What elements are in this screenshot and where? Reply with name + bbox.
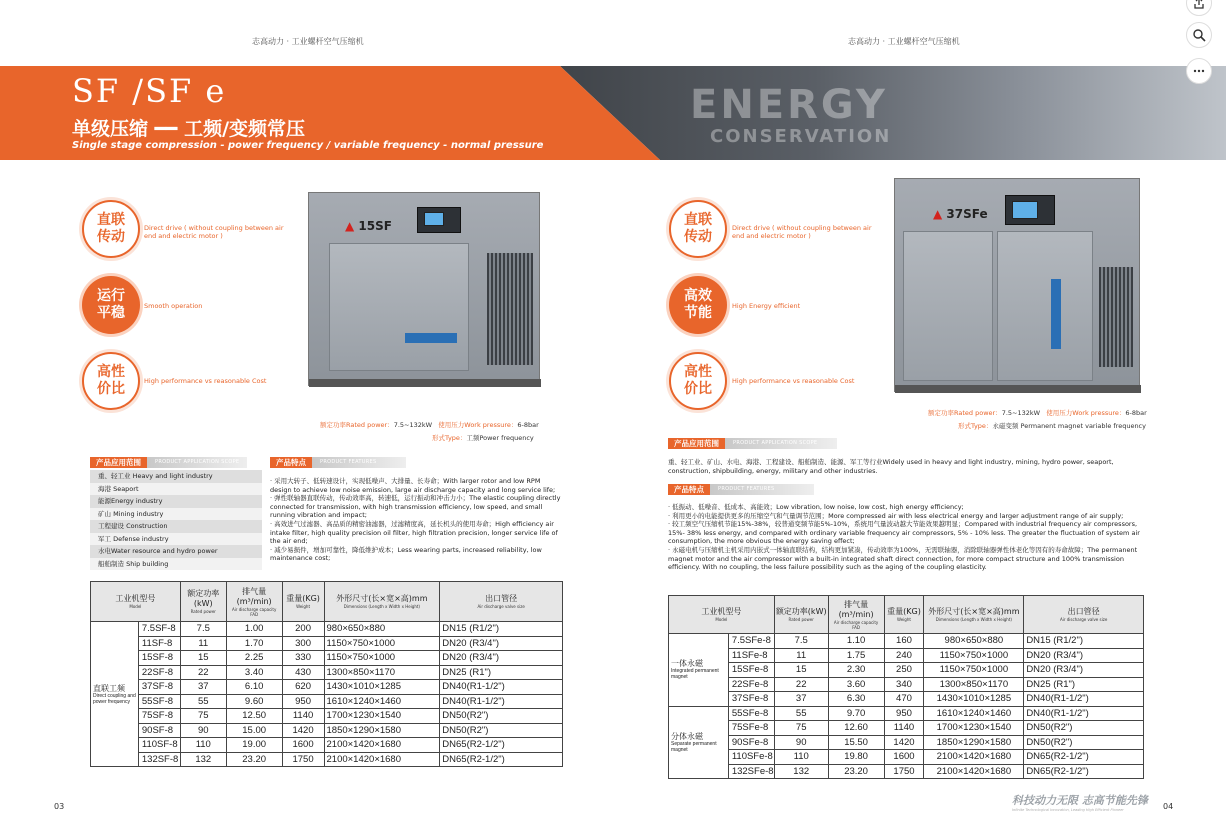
feature-circle-cost: 高性 价比	[669, 352, 727, 410]
section-header-features: 产品特点 PRODUCT FEATURES	[270, 457, 406, 468]
application-text: 重、轻工业、矿山、水电、海港、工程建设、船舶制造、能源、军工等行业Widely used in heavy and light industry, mining, hydro power, seaport, construction, shipbuilding, energy, military and other industries.	[668, 458, 1114, 475]
table-row: 15SFe-8 15 2.30 250 1150×750×1000 DN20 (R3/4")	[669, 663, 1144, 678]
left-page-caption: 志高动力 · 工业螺杆空气压缩机	[252, 37, 364, 46]
table-row: 一体永磁 Integrated permanent magnet 7.5SFe-8 7.5 1.10 160 980×650×880 DN15 (R1/2")	[669, 634, 1144, 649]
share-icon[interactable]	[1186, 0, 1212, 16]
feature-circle-direct-drive: 直联 传动	[669, 200, 727, 258]
compressor-image-15sf	[308, 192, 540, 386]
list-item: 矿山 Mining industry	[90, 508, 262, 521]
table-row: 37SF-8 37 6.10 620 1430×1010×1285 DN40(R1-1/2")	[91, 680, 563, 695]
feature-circle-cost: 高性 价比	[82, 352, 140, 410]
table-row: 132SFe-8 132 23.20 1750 2100×1420×1680 DN65(R2-1/2")	[669, 764, 1144, 779]
group-cell: 直联工频 Direct coupling and power frequency	[91, 622, 139, 767]
section-header-applications: 产品应用范围 PRODUCT APPLICATION SCOPE	[90, 457, 247, 468]
feature-text: Direct drive ( without coupling between air end and electric motor )	[144, 224, 284, 240]
list-item: 水电Water resource and hydro power	[90, 545, 262, 558]
feature-circle-smooth: 运行 平稳	[82, 276, 140, 334]
list-item: 海港 Seaport	[90, 483, 262, 496]
section-header-features: 产品特点 PRODUCT FEATURES	[668, 484, 814, 495]
spec-table-sf	[90, 581, 563, 767]
table-row: 110SF-8 110 19.00 1600 2100×1420×1680 DN65(R2-1/2")	[91, 738, 563, 753]
spec-line-power: 额定功率Rated power：7.5~132kW 使用压力Work pressure：6-8bar	[320, 421, 539, 429]
feature-circle-direct-drive: 直联 传动	[82, 200, 140, 258]
feature-text: Direct drive ( without coupling between air end and electric motor )	[732, 224, 872, 240]
table-row: 直联工频 Direct coupling and power frequency 7.5SF-8 7.5 1.00 200 980×650×880 DN15 (R1/2")	[91, 622, 563, 637]
machine-model-badge: ▲ 37SFe	[933, 207, 988, 221]
slogan-subtitle: Infinite Technological Innovation, Leading High Efficient Pioneer	[1012, 808, 1124, 812]
application-list	[90, 470, 262, 570]
column-header: 排气量(m³/min) Air discharge capacity FAD	[828, 596, 884, 634]
machine-model-badge: ▲ 15SF	[345, 219, 392, 233]
table-row: 11SFe-8 11 1.75 240 1150×750×1000 DN20 (R3/4")	[669, 648, 1144, 663]
table-row: 11SF-8 11 1.70 300 1150×750×1000 DN20 (R3/4")	[91, 636, 563, 651]
spec-line-type: 形式Type：工频Power frequency	[432, 434, 534, 442]
page-number-left: 03	[54, 802, 65, 811]
spec-table-sfe	[668, 595, 1144, 779]
feature-text: Smooth operation	[144, 302, 203, 310]
column-header: 重量(KG) Weight	[282, 582, 324, 622]
table-row: 132SF-8 132 23.20 1750 2100×1420×1680 DN65(R2-1/2")	[91, 752, 563, 767]
spec-line-power: 额定功率Rated power：7.5~132kW 使用压力Work pressure：6-8bar	[928, 409, 1147, 417]
table-row: 75SF-8 75 12.50 1140 1700×1230×1540 DN50(R2")	[91, 709, 563, 724]
column-header: 外形尺寸(长×宽×高)mm Dimensions (Length x Width x Height)	[924, 596, 1024, 634]
slogan: 科技动力无限 志高节能先锋	[1012, 794, 1148, 807]
group-cell: 分体永磁 Separate permanent magnet	[669, 706, 729, 779]
section-header-applications: 产品应用范围 PRODUCT APPLICATION SCOPE	[668, 438, 837, 449]
list-item: 军工 Defense industry	[90, 533, 262, 546]
title-chinese: 单级压缩 ━━ 工频/变频常压	[72, 118, 306, 140]
feature-circle-energy: 高效 节能	[669, 276, 727, 334]
list-item: 船舶制造 Ship building	[90, 558, 262, 571]
table-row: 22SFe-8 22 3.60 340 1300×850×1170 DN25 (R1")	[669, 677, 1144, 692]
list-item: 重、轻工业 Heavy and light industry	[90, 470, 262, 483]
column-header: 出口管径 Air discharge valve size	[440, 582, 563, 622]
series-title: SF /SF e	[72, 72, 227, 110]
feature-text: High Energy efficient	[732, 302, 801, 310]
table-row: 55SF-8 55 9.60 950 1610×1240×1460 DN40(R1-1/2")	[91, 694, 563, 709]
table-row: 90SF-8 90 15.00 1420 1850×1290×1580 DN50(R2")	[91, 723, 563, 738]
feature-text: High performance vs reasonable Cost	[732, 377, 855, 385]
column-header: 工业机型号 Model	[91, 582, 181, 622]
compressor-image-37sfe	[894, 178, 1140, 392]
table-row: 75SFe-8 75 12.60 1140 1700×1230×1540 DN50(R2")	[669, 721, 1144, 736]
features-text: · 采用大转子、低转速设计，实现低噪声、大排量、长寿命；With larger rotor and low RPM design to achieve low noise emission, large air discharge capacity and long service life; · 弹性联轴器直联传动，传动效率高，转速低，运行振动和冲击力小；The elastic coupling directly connected for transmission, with high transmission efficiency, low speed, and small running vibration and impact; · 高效进气过滤器、高品质的精密油滤器，过滤精度高，延长机头的使用寿命；High efficiency air intake filter, high quality precision oil filter, high filtration precision, longer service life of the air end; · 减少易损件，增加可靠性，降低维护成本；Less wearing parts, increased reliability, low maintenance cost;	[270, 477, 561, 563]
group-cell: 一体永磁 Integrated permanent magnet	[669, 634, 729, 707]
feature-text: High performance vs reasonable Cost	[144, 377, 267, 385]
table-row: 22SF-8 22 3.40 430 1300×850×1170 DN25 (R1")	[91, 665, 563, 680]
page-number-right: 04	[1163, 802, 1174, 811]
banner-word-conservation: CONSERVATION	[710, 126, 892, 147]
column-header: 额定功率(kW) Rated power	[180, 582, 226, 622]
search-icon[interactable]	[1186, 22, 1212, 48]
table-row: 90SFe-8 90 15.50 1420 1850×1290×1580 DN50(R2")	[669, 735, 1144, 750]
column-header: 重量(KG) Weight	[884, 596, 924, 634]
list-item: 工程建设 Construction	[90, 520, 262, 533]
table-row: 37SFe-8 37 6.30 470 1430×1010×1285 DN40(R1-1/2")	[669, 692, 1144, 707]
right-page-caption: 志高动力 · 工业螺杆空气压缩机	[848, 37, 960, 46]
features-text: · 低振动、低噪音、低成本、高能效；Low vibration, low noise, low cost, high energy efficiency; · 利用更小的电能提供更多的压缩空气和气量调节范围；More compressed air with less electrical energy and larger adjustment range of air supply; · 较工频空气压缩机节能15%-38%，较普通变频节能5%-10%，系统用气量波动越大节能效果越明显；Compared with industrial frequency air compressors, 15%- 38% less energy, and compared with ordinary variable frequency air compressors, 5% - 10% less. The greater the fluctuation of system air consumption, the more obvious the energy saving effect; · 永磁电机与压缩机主机采用内嵌式一体轴直联结构，结构更加紧凑，传动效率为100%，无需联轴器，消除联轴器弹性体老化等因有的寿命故障；The permanent magnet motor and the air compressor with a built-in integrated shaft direct connection, for more compact structure and 100% transmission efficiency. With no coupling, the less failure possibility such as the aging of the coupling elasticity.	[668, 503, 1140, 572]
table-row: 分体永磁 Separate permanent magnet 55SFe-8 55 9.70 950 1610×1240×1460 DN40(R1-1/2")	[669, 706, 1144, 721]
more-icon[interactable]	[1186, 58, 1212, 84]
column-header: 外形尺寸(长×宽×高)mm Dimensions (Length x Width x Height)	[324, 582, 440, 622]
table-row: 15SF-8 15 2.25 330 1150×750×1000 DN20 (R3/4")	[91, 651, 563, 666]
title-english: Single stage compression - power frequency / variable frequency - normal pressure	[72, 140, 544, 151]
banner-word-energy: ENERGY	[690, 82, 888, 128]
column-header: 额定功率(kW) Rated power	[774, 596, 828, 634]
column-header: 工业机型号 Model	[669, 596, 775, 634]
column-header: 排气量(m³/min) Air discharge capacity FAD	[226, 582, 282, 622]
table-row: 110SFe-8 110 19.80 1600 2100×1420×1680 DN65(R2-1/2")	[669, 750, 1144, 765]
spec-line-type: 形式Type：永磁变频 Permanent magnet variable frequency	[958, 422, 1146, 430]
list-item: 能源Energy industry	[90, 495, 262, 508]
column-header: 出口管径 Air discharge valve size	[1024, 596, 1144, 634]
